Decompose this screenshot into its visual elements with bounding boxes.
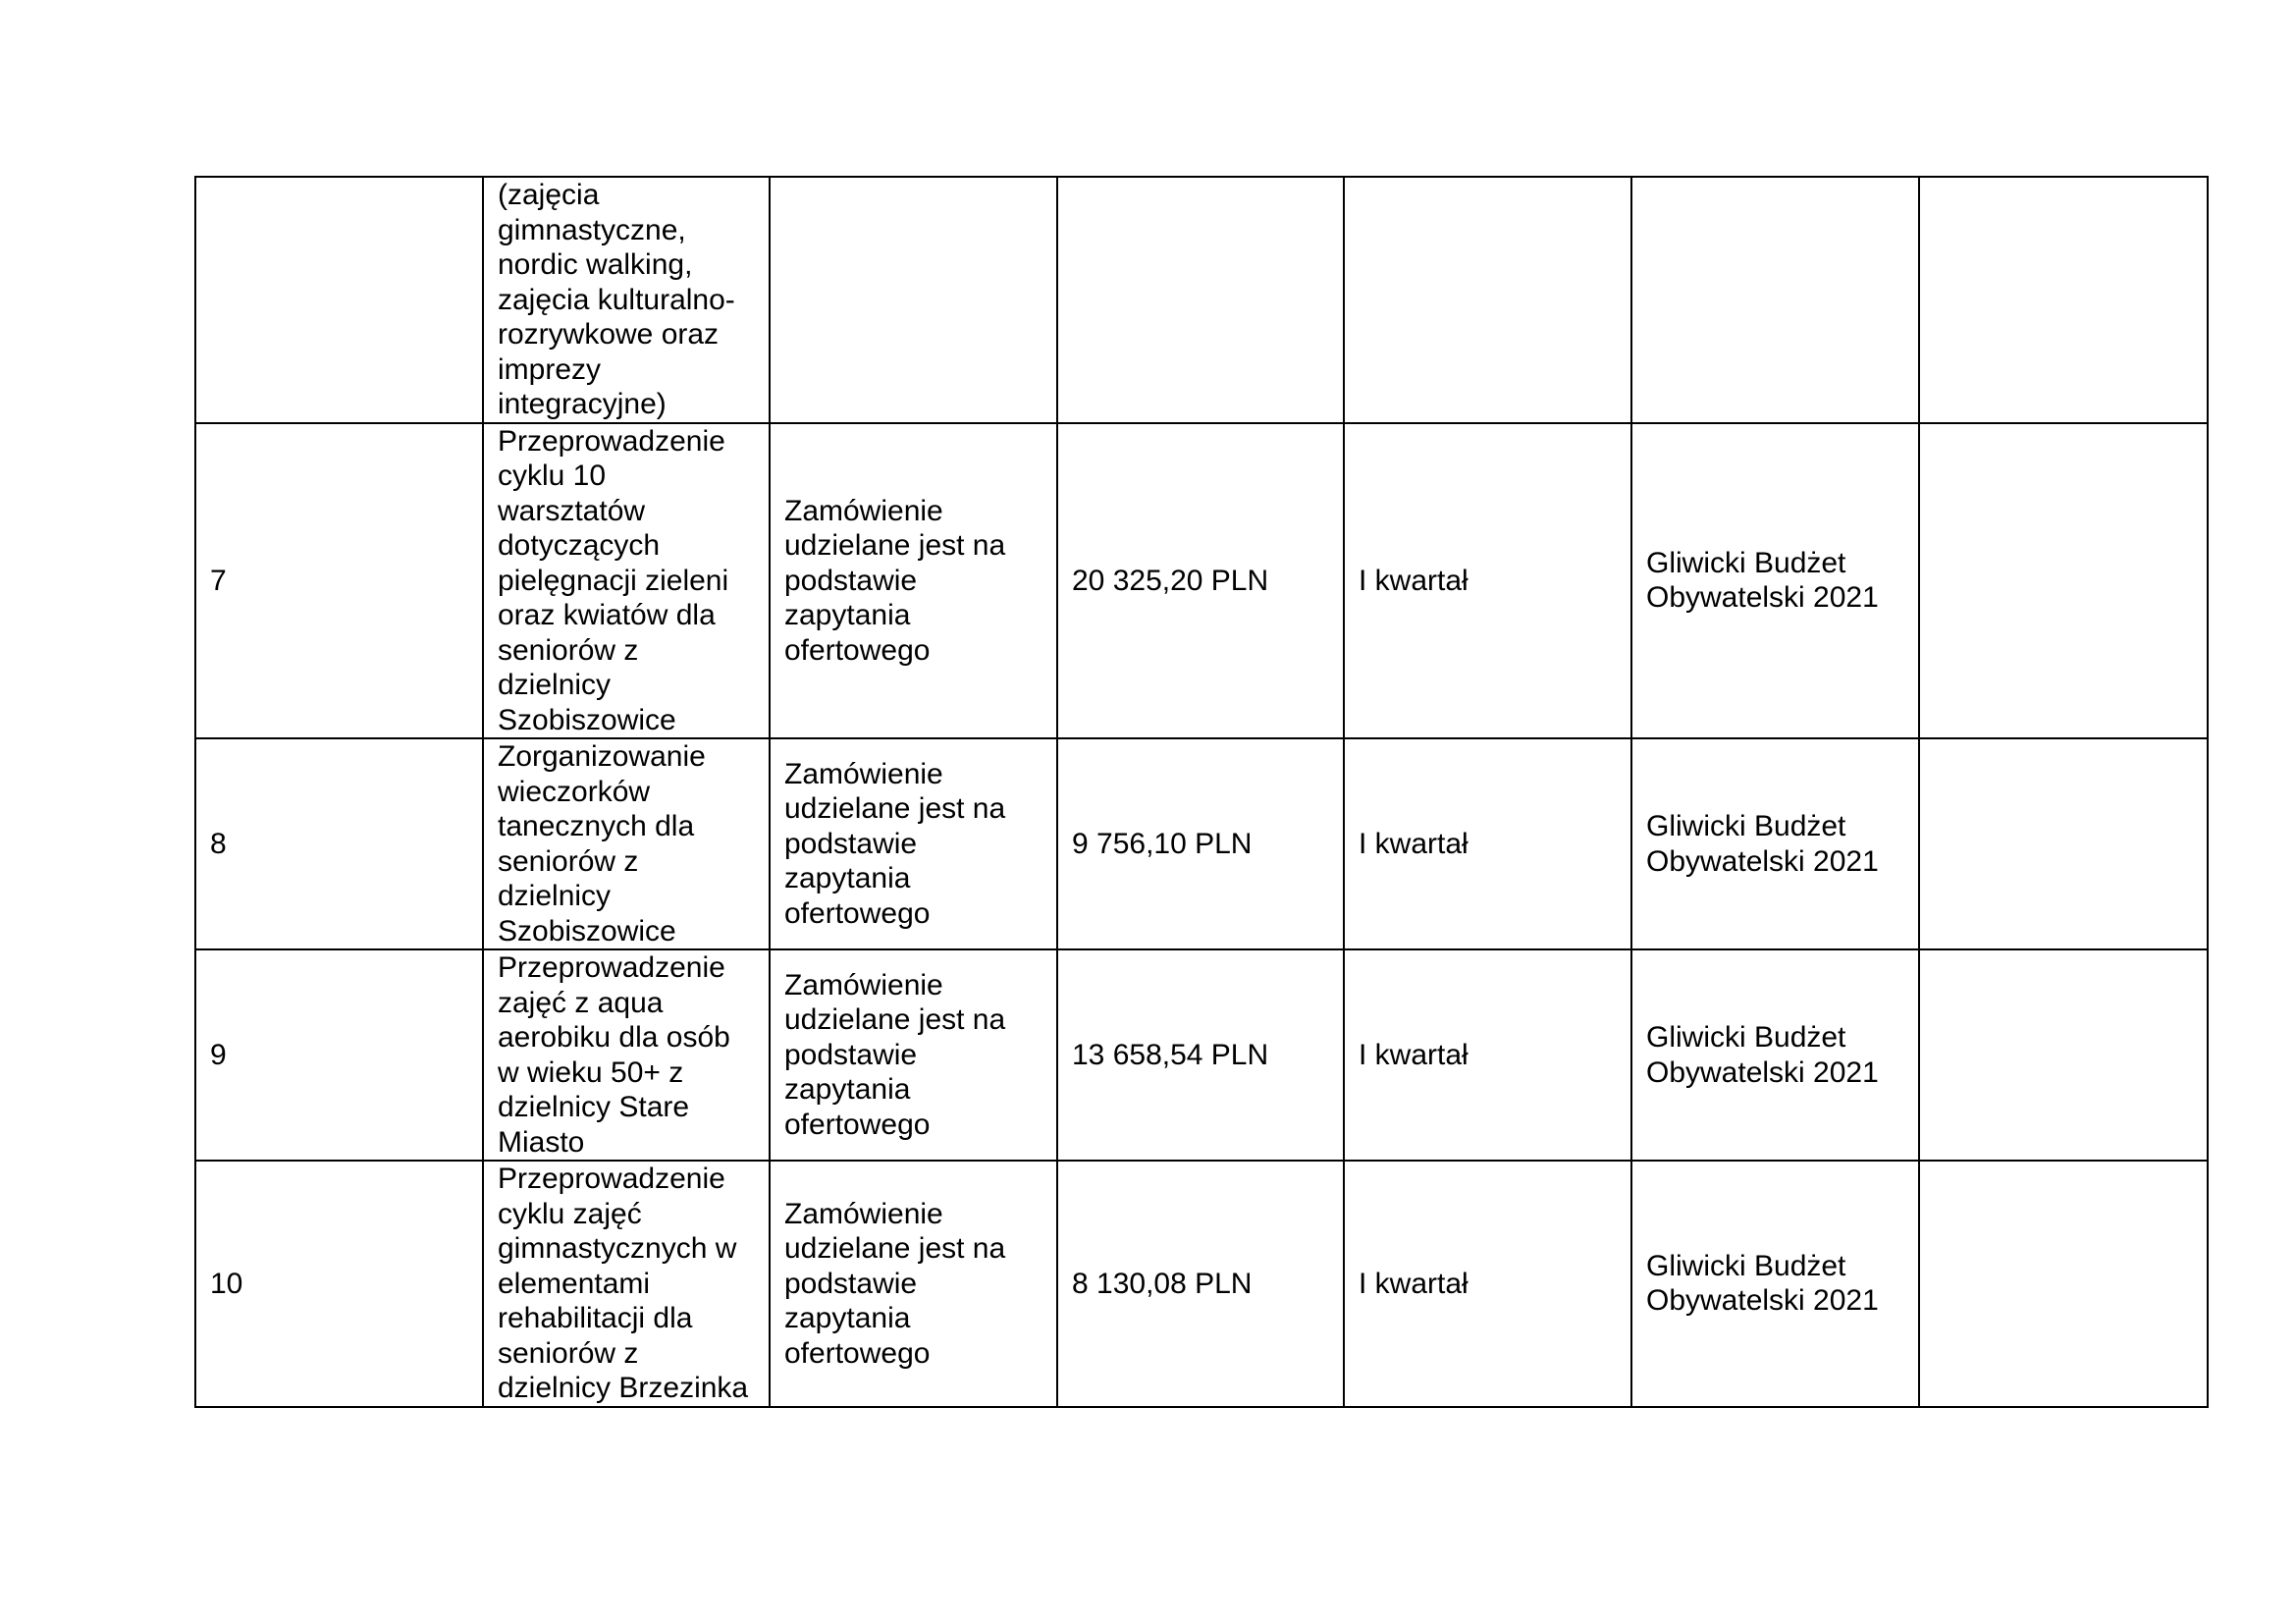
- cell-notes: [1919, 423, 2208, 739]
- cell-number: [195, 177, 483, 423]
- cell-value: 13 658,54 PLN: [1057, 949, 1344, 1161]
- cell-procedure: Zamówienie udzielane jest na podstawie zapytania ofertowego: [770, 738, 1057, 949]
- cell-number: 8: [195, 738, 483, 949]
- table-row: [195, 177, 2208, 423]
- cell-procedure: Zamówienie udzielane jest na podstawie zapytania ofertowego: [770, 1161, 1057, 1407]
- cell-value: 8 130,08 PLN: [1057, 1161, 1344, 1407]
- cell-quarter: I kwartał: [1344, 1161, 1631, 1407]
- cell-procedure: [770, 177, 1057, 423]
- cell-funding-source: [1631, 177, 1919, 423]
- cell-description: Przeprowadzenie cyklu zajęć gimnastycznych w elementami rehabilitacji dla seniorów z dzielnicy Brzezinka: [483, 1161, 770, 1407]
- cell-number: 10: [195, 1161, 483, 1407]
- cell-notes: [1919, 177, 2208, 423]
- cell-funding-source: Gliwicki Budżet Obywatelski 2021: [1631, 1161, 1919, 1407]
- cell-value: 9 756,10 PLN: [1057, 738, 1344, 949]
- cell-number: 7: [195, 423, 483, 739]
- table-row: [195, 423, 2208, 739]
- cell-number: 9: [195, 949, 483, 1161]
- cell-notes: [1919, 738, 2208, 949]
- cell-procedure: Zamówienie udzielane jest na podstawie zapytania ofertowego: [770, 949, 1057, 1161]
- table-row: [195, 738, 2208, 949]
- cell-description: Przeprowadzenie zajęć z aqua aerobiku dla osób w wieku 50+ z dzielnicy Stare Miasto: [483, 949, 770, 1161]
- cell-value: [1057, 177, 1344, 423]
- table-row: [195, 949, 2208, 1161]
- cell-funding-source: Gliwicki Budżet Obywatelski 2021: [1631, 949, 1919, 1161]
- cell-quarter: I kwartał: [1344, 949, 1631, 1161]
- cell-procedure: Zamówienie udzielane jest na podstawie zapytania ofertowego: [770, 423, 1057, 739]
- cell-value: 20 325,20 PLN: [1057, 423, 1344, 739]
- cell-funding-source: Gliwicki Budżet Obywatelski 2021: [1631, 423, 1919, 739]
- cell-notes: [1919, 1161, 2208, 1407]
- cell-description: Zorganizowanie wieczorków tanecznych dla seniorów z dzielnicy Szobiszowice: [483, 738, 770, 949]
- cell-description: Przeprowadzenie cyklu 10 warsztatów dotyczących pielęgnacji zieleni oraz kwiatów dla seniorów z dzielnicy Szobiszowice: [483, 423, 770, 739]
- cell-funding-source: Gliwicki Budżet Obywatelski 2021: [1631, 738, 1919, 949]
- cell-description: (zajęcia gimnastyczne, nordic walking, zajęcia kulturalno- rozrywkowe oraz imprezy integracyjne): [483, 177, 770, 423]
- cell-notes: [1919, 949, 2208, 1161]
- cell-quarter: I kwartał: [1344, 423, 1631, 739]
- cell-quarter: [1344, 177, 1631, 423]
- table-row: [195, 1161, 2208, 1407]
- cell-quarter: I kwartał: [1344, 738, 1631, 949]
- procurement-plan-table: [194, 176, 2209, 1408]
